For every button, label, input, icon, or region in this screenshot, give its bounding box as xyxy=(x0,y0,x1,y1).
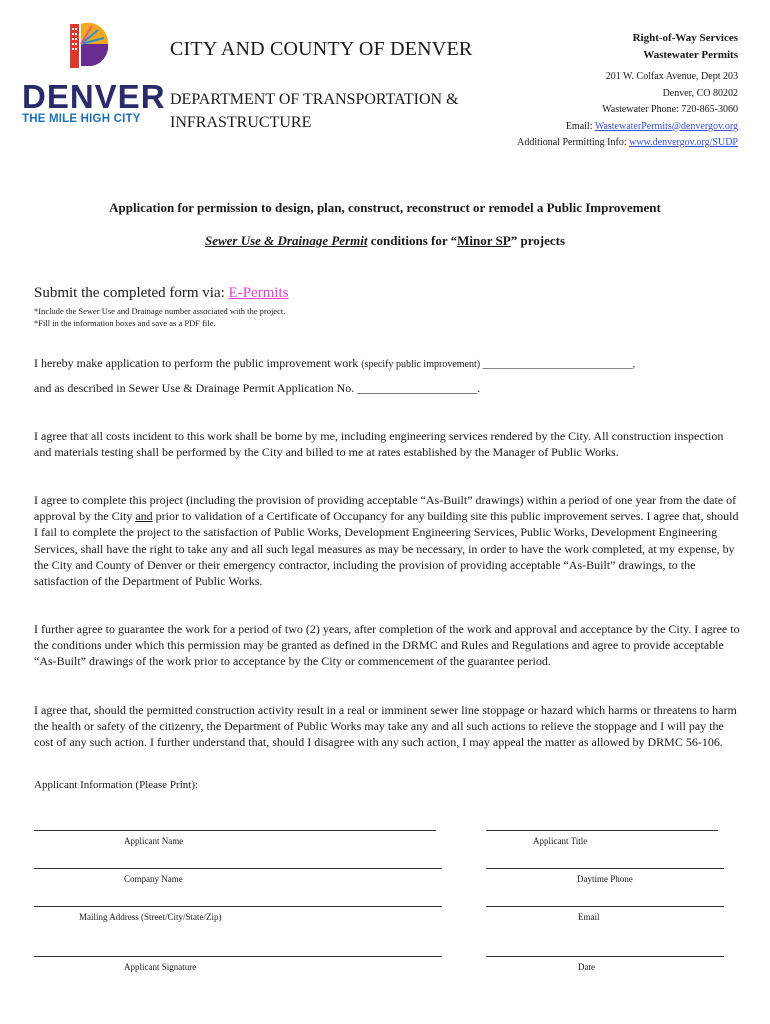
completion-text: prior to validation of a Certificate of Occupancy for any building site this public improvement serves. I agree that, should I fail to complete the project to the satisfaction of Public Works, Development Engineering Services, Public Works, Development Engineering Services, shall have the right to take any and all such legal measures as may be necessary, in order to have the work completed, at my expense, by the City and County of Denver or their emergency contractor, including the provision of providing acceptable “As-Built” drawings, to the satisfaction of the Department of Public Works. xyxy=(34,509,739,589)
submit-label: Submit the completed form via: xyxy=(34,285,229,301)
application-line xyxy=(34,356,744,371)
contact-email-row xyxy=(517,119,738,136)
conditions-suffix: ” projects xyxy=(510,233,566,248)
date-line[interactable] xyxy=(486,956,724,957)
contact-address: 201 W. Colfax Avenue, Dept 203 xyxy=(605,71,738,82)
submit-note: *Fill in the information boxes and save as a PDF file. xyxy=(34,318,216,328)
completion-and: and xyxy=(135,509,153,524)
logo-wordmark: DENVER xyxy=(22,78,166,115)
submit-note: *Include the Sewer Use and Drainage number associated with the project. xyxy=(34,306,286,316)
submit-notes xyxy=(34,305,285,329)
city-title: CITY AND COUNTY OF DENVER xyxy=(170,38,473,60)
signature-line[interactable] xyxy=(34,956,442,957)
costs-paragraph: I agree that all costs incident to this work shall be borne by me, including engineering services rendered by the City. All construction inspection and materials testing shall be performed by the City and billed to me at rates established by the Manager of Public Works. xyxy=(34,429,724,460)
applicant-name-label: Applicant Name xyxy=(124,836,184,846)
date-label: Date xyxy=(578,962,595,972)
logo-tagline: THE MILE HIGH CITY xyxy=(22,113,141,125)
company-name-line[interactable] xyxy=(34,868,442,869)
applicant-title-line[interactable] xyxy=(486,830,718,831)
company-name-label: Company Name xyxy=(124,874,183,884)
daytime-phone-line[interactable] xyxy=(486,868,724,869)
department-title: DEPARTMENT OF TRANSPORTATION & INFRASTRUCTURE xyxy=(170,91,459,131)
denver-logo-icon xyxy=(68,22,110,70)
mailing-address-label: Mailing Address (Street/City/State/Zip) xyxy=(79,912,222,922)
email-label: Email: xyxy=(565,120,595,132)
permit-name: Sewer Use & Drainage Permit xyxy=(204,233,368,248)
e-permits-link[interactable]: E-Permits xyxy=(228,285,289,301)
guarantee-paragraph: I further agree to guarantee the work for a period of two (2) years, after completion of the work and approval and acceptance by the City. I agree to the conditions under which this permission may be granted as defined in the DRMC and Rules and Regulations and agree to provide acceptable “As-Built” drawings of the work prior to acceptance by the City or commencement of the guarantee period. xyxy=(34,622,740,669)
signature-label: Applicant Signature xyxy=(124,962,197,972)
contact-phone: Wastewater Phone: 720-865-3060 xyxy=(602,104,738,115)
improvement-field[interactable]: (specify public improvement) ______________________________, xyxy=(361,359,636,370)
completion-text: I agree to complete this project (including the provision of providing acceptable “As-Built” drawings) within a period of one year from the date of approval by the City xyxy=(34,493,737,524)
application-prefix: I hereby make application to perform the public improvement work xyxy=(34,356,362,370)
mailing-address-line[interactable] xyxy=(34,906,442,907)
permit-heading xyxy=(0,233,770,249)
contact-services: Right-of-Way Services xyxy=(632,32,738,44)
contact-permits: Wastewater Permits xyxy=(643,48,738,61)
contact-info-row xyxy=(517,135,738,152)
applicant-info-heading: Applicant Information (Please Print): xyxy=(34,779,199,791)
contact-city: Denver, CO 80202 xyxy=(662,87,738,99)
email-link[interactable]: WastewaterPermits@denvergov.org xyxy=(594,120,738,132)
applicant-title-label: Applicant Title xyxy=(533,836,588,846)
application-heading: Application for permission to design, plan, construct, reconstruct or remodel a Public Improvement xyxy=(109,200,661,215)
info-label: Additional Permitting Info: xyxy=(517,137,630,148)
info-link[interactable]: www.denvergov.org/SUDP xyxy=(629,137,738,148)
application-number-line[interactable]: and as described in Sewer Use & Drainage Permit Application No. ____________________. xyxy=(34,381,481,395)
email-field-label: Email xyxy=(578,912,600,922)
submit-line xyxy=(34,285,289,302)
applicant-name-line[interactable] xyxy=(34,830,436,831)
conditions-prefix: conditions for “ xyxy=(367,233,458,248)
completion-paragraph xyxy=(34,492,740,589)
daytime-phone-label: Daytime Phone xyxy=(577,874,633,884)
hazard-paragraph: I agree that, should the permitted construction activity result in a real or imminent sewer line stoppage or hazard which harms or threatens to harm the health or safety of the citizenry, the Department of Public Works may take any and all such actions to relieve the stoppage and I will pay the cost of any such action. I further understand that, should I disagree with any such action, I may appeal the matter as allowed by DRMC 56-106. xyxy=(34,703,737,750)
minor-sp: Minor SP xyxy=(457,233,511,248)
email-line[interactable] xyxy=(486,906,724,907)
contact-block xyxy=(517,30,738,152)
